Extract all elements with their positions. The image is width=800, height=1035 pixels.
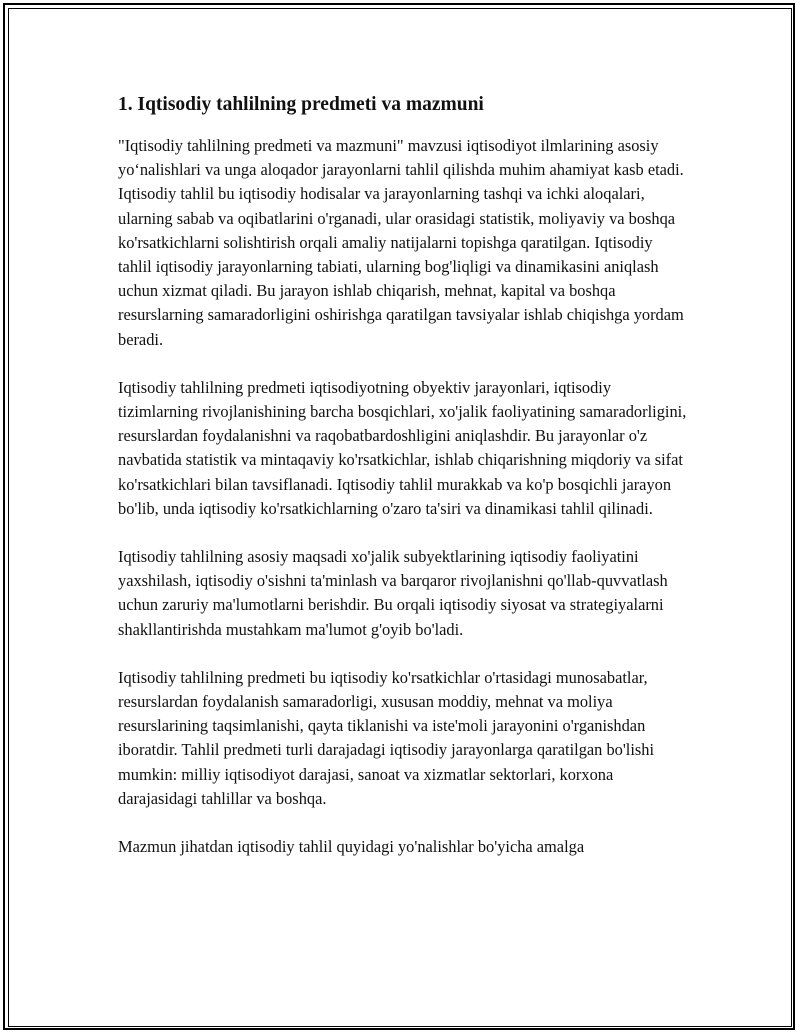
paragraph-2: Iqtisodiy tahlilning predmeti iqtisodiyotning obyektiv jarayonlari, iqtisodiy tizimlarning rivojlanishining barcha bosqichlari, xo'jalik faoliyatining samaradorligini, resurslardan foydalanishni va raqobatbardoshligini aniqlashdir. Bu jarayonlar o'z navbatida statistik va mintaqaviy ko'rsatkichlar, ishlab chiqarishning miqdoriy va sifat ko'rsatkichlari bilan tavsiflanadi. Iqtisodiy tahlil murakkab va ko'p bosqichli jarayon bo'lib, unda iqtisodiy ko'rsatkichlarning o'zaro ta'siri va dinamikasi tahlil qilinadi.: [118, 377, 687, 518]
paragraph-4: Iqtisodiy tahlilning predmeti bu iqtisodiy ko'rsatkichlar o'rtasidagi munosabatlar, resurslardan foydalanish samaradorligi, xususan moddiy, mehnat va moliya resurslarining taqsimlanishi, qayta tiklanishi va iste'moli jarayonini o'rganishdan iboratdir. Tahlil predmeti turli darajadagi iqtisodiy jarayonlarga qaratilgan bo'lishi mumkin: milliy iqtisodiyot darajasi, sanoat va xizmatlar sektorlari, korxona darajasidagi tahlillar va boshqa.: [118, 667, 655, 808]
paragraph-1: "Iqtisodiy tahlilning predmeti va mazmuni" mavzusi iqtisodiyot ilmlarining asosiy yo‘nalishlari va unga aloqador jarayonlarni tahlil qilishda muhim ahamiyat kasb etadi. Iqtisodiy tahlil bu iqtisodiy hodisalar va jarayonlarning tashqi va ichki aloqalari, ularning sabab va oqibatlarini o'rganadi, ular orasidagi statistik, moliyaviy va boshqa ko'rsatkichlarni solishtirish orqali amaliy natijalarni topishga qaratilgan. Iqtisodiy tahlil iqtisodiy jarayonlarning tabiati, ularning bog'liqligi va dinamikasini aniqlash uchun xizmat qiladi. Bu jarayon ishlab chiqarish, mehnat, kapital va boshqa resurslarning samaradorligini oshirishga qaratilgan tavsiyalar ishlab chiqishga yordam beradi.: [118, 136, 684, 349]
document-body: [118, 92, 688, 883]
paragraph-3: Iqtisodiy tahlilning asosiy maqsadi xo'jalik subyektlarining iqtisodiy faoliyatini yaxshilash, iqtisodiy o'sishni ta'minlash va barqaror rivojlanishni qo'llab-quvvatlash uchun zaruriy ma'lumotlarni berishdir. Bu orqali iqtisodiy siyosat va strategiyalarni shakllantirishda mustahkam ma'lumot g'oyib bo'ladi.: [118, 547, 668, 639]
section-title: 1. Iqtisodiy tahlilning predmeti va mazmuni: [118, 94, 484, 115]
paragraph-5: Mazmun jihatdan iqtisodiy tahlil quyidagi yo'nalishlar bo'yicha amalga: [118, 837, 585, 857]
